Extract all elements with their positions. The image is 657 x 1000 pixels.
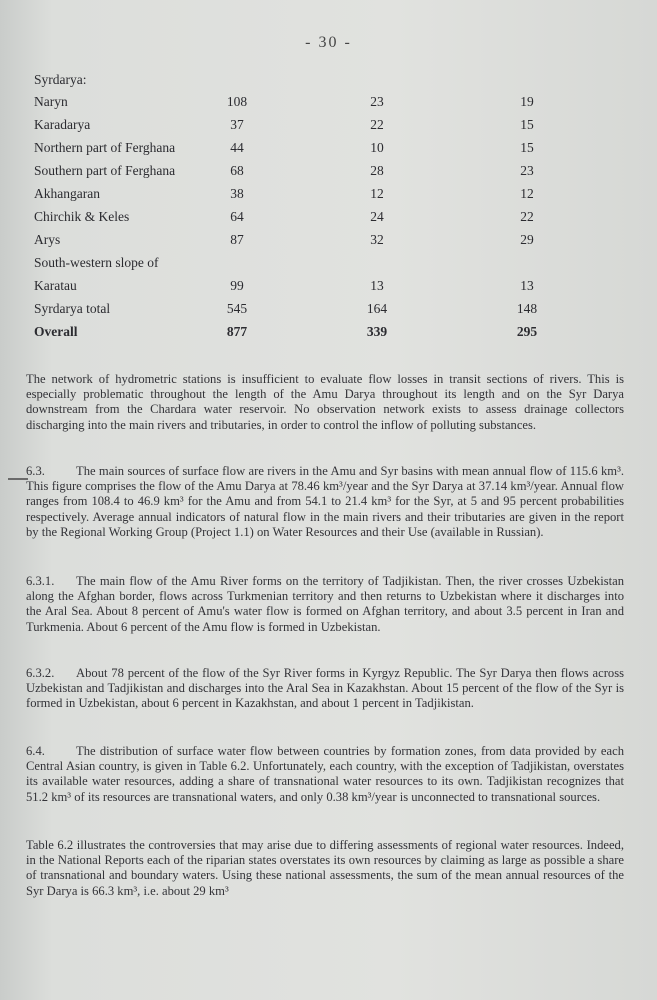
paragraph-text: The main flow of the Amu River forms on the territory of Tadjikistan. Then, the river crosses Uzbekistan along the Afghan border, flows across Turkmenian territory and then returns to Uzbekistan where it discharges into the Aral Sea. About 8 percent of Amu's water flow is formed on Afghan territory, and about 3.5 percent in Iran and Turkmenia. About 6 percent of the Amu flow is formed in Uzbekistan. xyxy=(26,574,624,634)
paragraph-6-3-2 xyxy=(26,666,624,712)
table-row xyxy=(34,278,614,298)
cell-col3: 22 xyxy=(520,209,534,224)
row-name: Akhangaran xyxy=(34,186,100,201)
table-row xyxy=(34,186,614,206)
table-row xyxy=(34,232,614,252)
cell-col3: 12 xyxy=(520,186,534,201)
cell-col2: 164 xyxy=(366,301,388,316)
paragraph-number: 6.3.1. xyxy=(26,574,55,588)
cell-col1: 99 xyxy=(230,278,244,293)
cell-col3: 295 xyxy=(516,324,538,339)
row-name: Northern part of Ferghana xyxy=(34,140,176,155)
table-section-label: Syrdarya: xyxy=(34,72,87,87)
cell-col2: 22 xyxy=(370,117,384,132)
table-row xyxy=(34,163,614,183)
table-row xyxy=(34,324,614,344)
cell-col1: 87 xyxy=(230,232,244,247)
cell-col2: 28 xyxy=(370,163,384,178)
row-name: Arys xyxy=(34,232,61,247)
cell-col2: 32 xyxy=(370,232,384,247)
table-row xyxy=(34,140,614,160)
cell-col1: 108 xyxy=(226,94,248,109)
cell-col3: 13 xyxy=(520,278,534,293)
cell-col3: 29 xyxy=(520,232,534,247)
paragraph-number: 6.3. xyxy=(26,464,45,478)
cell-col2: 339 xyxy=(366,324,388,339)
paragraph-number: 6.3.2. xyxy=(26,666,55,680)
row-name: Syrdarya total xyxy=(34,301,111,316)
row-name: Naryn xyxy=(34,94,68,109)
cell-col3: 15 xyxy=(520,117,534,132)
row-name: Southern part of Ferghana xyxy=(34,163,176,178)
cell-col2: 24 xyxy=(370,209,384,224)
row-name: Karatau xyxy=(34,278,77,293)
paragraph-6-3 xyxy=(26,464,624,540)
cell-col1: 38 xyxy=(230,186,244,201)
paragraph-text: About 78 percent of the flow of the Syr River forms in Kyrgyz Republic. The Syr Darya then flows across Uzbekistan and Tadjikistan and discharges into the Aral Sea in Kazakhstan. About 15 percent of the flow of the Syr is formed in Uzbekistan, about 6 percent in Kazakhstan, and about 1 percent in Tadjikistan. xyxy=(26,666,624,711)
table-row xyxy=(34,94,614,114)
cell-col2: 12 xyxy=(370,186,384,201)
cell-col1: 64 xyxy=(230,209,244,224)
cell-col1: 877 xyxy=(226,324,248,339)
cell-col1: 545 xyxy=(226,301,248,316)
paragraph-6-4 xyxy=(26,744,624,805)
paragraph-text: The network of hydrometric stations is insufficient to evaluate flow losses in transit sections of rivers. This is especially problematic throughout the length of the Amu Darya throughout its length and on the Syr Darya downstream from the Chardara water reservoir. No observation network exists to assess drainage collectors discharging into the main rivers and tributaries, in order to control the inflow of polluting substances. xyxy=(26,372,624,432)
cell-col1: 44 xyxy=(230,140,244,155)
row-name: Overall xyxy=(34,324,78,339)
cell-col1: 37 xyxy=(230,117,244,132)
page-number: - 30 - xyxy=(305,34,352,51)
cell-col2: 10 xyxy=(370,140,384,155)
cell-col2: 23 xyxy=(370,94,384,109)
paragraph-6-3-1 xyxy=(26,574,624,635)
cell-col1: 68 xyxy=(230,163,244,178)
paragraph-network xyxy=(26,372,624,433)
cell-col3: 148 xyxy=(516,301,538,316)
cell-col2: 13 xyxy=(370,278,384,293)
paragraph-number: 6.4. xyxy=(26,744,45,758)
paragraph-text: The distribution of surface water flow between countries by formation zones, from data provided by each Central Asian country, is given in Table 6.2. Unfortunately, each country, with the exception of Tadjikistan, overstates its available water resources, adding a share of transnational water resources to its own. Tadjikistan recognizes that 51.2 km³ of its resources are transnational waters, and only 0.38 km³/year is unconnected to transnational sources. xyxy=(26,744,624,804)
table-row xyxy=(34,209,614,229)
paragraph-table-6-2 xyxy=(26,838,624,899)
margin-mark xyxy=(8,478,28,480)
cell-col3: 23 xyxy=(520,163,534,178)
table-row xyxy=(34,117,614,137)
paragraph-text: The main sources of surface flow are rivers in the Amu and Syr basins with mean annual flow of 115.6 km³. This figure comprises the flow of the Amu Darya at 78.46 km³/year and the Syr Darya at 37.14 km³/year. Annual flow ranges from 108.4 to 46.9 km³ for the Amu and from 54.1 to 21.4 km³ for the Syr, at 5 and 95 percent probabilities respectively. Average annual indicators of natural flow in the main rivers and their tributaries are given in the report by the Regional Working Group (Project 1.1) on Water Resources and their Use (available in Russian). xyxy=(26,464,624,539)
cell-col3: 19 xyxy=(520,94,534,109)
table-row xyxy=(34,301,614,321)
cell-col3: 15 xyxy=(520,140,534,155)
table-row xyxy=(34,255,614,275)
row-name: South-western slope of xyxy=(34,255,159,270)
paragraph-text: Table 6.2 illustrates the controversies that may arise due to differing assessments of regional water resources. Indeed, in the National Reports each of the riparian states overstates its own resources by claiming as large as possible a share of transnational and boundary waters. Using these national assessments, the sum of the mean annual resources of the Syr Darya is 66.3 km³, i.e. about 29 km³ xyxy=(26,838,624,898)
row-name: Chirchik & Keles xyxy=(34,209,130,224)
row-name: Karadarya xyxy=(34,117,91,132)
